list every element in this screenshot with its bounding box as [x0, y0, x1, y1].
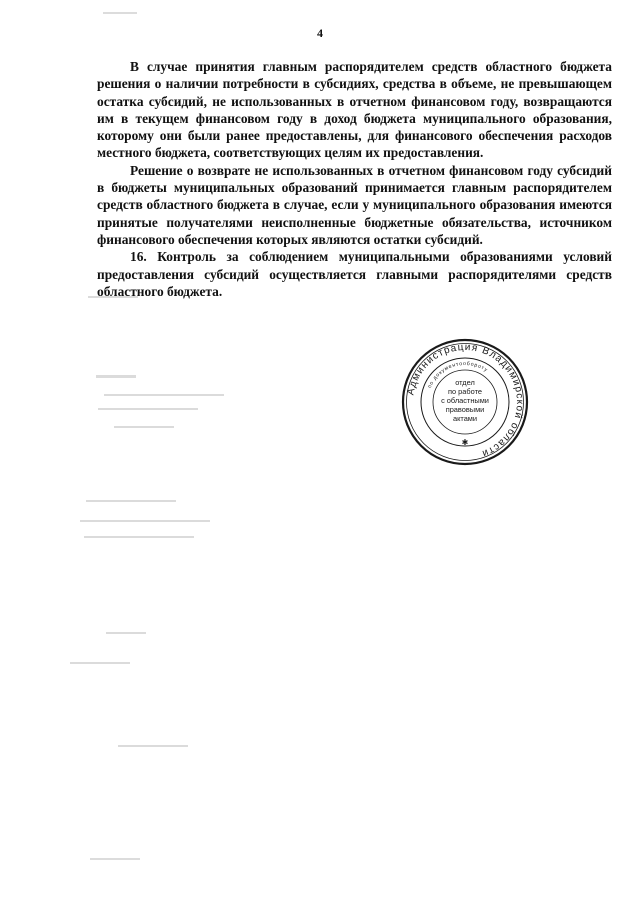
seal-center-line: отдел: [455, 378, 475, 387]
page-number: 4: [317, 26, 323, 40]
official-seal-stamp: [401, 338, 529, 466]
document-body: [97, 58, 612, 300]
seal-star-icon: ✱: [461, 438, 469, 447]
seal-center-line: по работе: [448, 387, 482, 396]
paragraph-1: В случае принятия главным распорядителем средств областного бюджета решения о наличии потребности в субсидиях, средства в объеме, не превышающем остатка субсидий, не использованных в отчетном финансовом году, возвращаются им в текущем финансовом году в доход бюджета муниципального образования, которому они были ранее предоставлены, для финансового обеспечения расходов местного бюджета, соответствующих целям их предоставления.: [97, 59, 612, 161]
seal-center-line: с областными: [441, 396, 489, 405]
seal-graphic: [401, 338, 529, 466]
seal-center-line: актами: [452, 414, 478, 423]
seal-center-line: правовыми: [445, 405, 485, 414]
seal-outer-text: Администрация Владимирской области: [405, 341, 526, 460]
paragraph-3: 16. Контроль за соблюдением муниципальными образованиями условий предоставления субсидий осуществляется главными распорядителями средств областного бюджета.: [97, 249, 612, 299]
seal-center-text: [441, 378, 489, 423]
seal-inner-ring-text: по документообороту: [426, 360, 489, 390]
paragraph-2: Решение о возврате не использованных в отчетном финансовом году субсидий в бюджеты муниципальных образований принимается главным распорядителем средств областного бюджета в случае, если у муниципального образования имеются принятые получателями неисполненные бюджетные обязательства, источником финансового обеспечения которых являются остатки субсидий.: [97, 162, 612, 247]
